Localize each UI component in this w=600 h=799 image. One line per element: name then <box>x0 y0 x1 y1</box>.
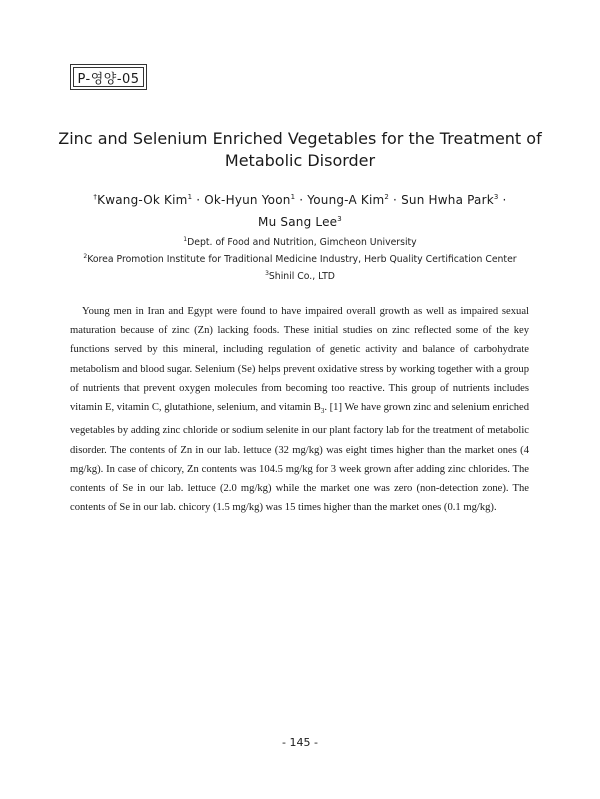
author-affiliation: 1 <box>290 193 296 201</box>
author-name: Ok-Hyun Yoon <box>204 193 291 207</box>
corresponding-mark: † <box>93 193 98 201</box>
affiliation-text: Dept. of Food and Nutrition, Gimcheon University <box>187 237 417 248</box>
author-name: Mu Sang Lee <box>258 215 338 229</box>
session-code-box <box>70 64 147 90</box>
author-line-1 <box>60 188 540 210</box>
author-separator: · <box>192 193 205 207</box>
abstract-text-part-2: . [1] We have grown zinc and selenium enriched vegetables by adding zinc chloride or sodium selenite in our plant factory lab for the treatment of metabolic disorder. The contents of Zn in our lab. lettuce (32 mg/kg) was eight times higher than the market ones (4 mg/kg). In case of chicory, Zn contents was 104.5 mg/kg for 3 week grown after adding zinc chlorides. The contents of Se in our lab. lettuce (2.0 mg/kg) while the market one was zero (non-detection zone). The contents of Se in our lab. chicory (1.5 mg/kg) was 15 times higher than the market ones (0.1 mg/kg). <box>70 402 530 514</box>
author-separator: · <box>389 193 402 207</box>
vitamin-subscript: 3 <box>320 407 325 416</box>
affiliation-number: 2 <box>83 253 88 260</box>
abstract-text-part-1: Young men in Iran and Egypt were found to have impaired overall growth as well as impaired sexual maturation because of zinc (Zn) lacking foods. These initial studies on zinc reflected some of the key functions served by this mineral, including regulation of genetic activity and balance of carbohydrate metabolism and blood sugar. Selenium (Se) helps prevent oxidative stress by working together with a group of nutrients that prevent oxygen molecules from becoming too reactive. This group of nutrients includes vitamin E, vitamin C, glutathione, selenium, and vitamin B <box>70 306 529 414</box>
title-line-1: Zinc and Selenium Enriched Vegetables for the Treatment of <box>58 129 542 148</box>
affiliation-item <box>40 250 560 267</box>
author-separator: · <box>295 193 308 207</box>
author-affiliation: 1 <box>187 193 193 201</box>
affiliation-item <box>40 233 560 250</box>
author-name: Kwang-Ok Kim <box>97 193 188 207</box>
session-code: P-영양-05 <box>77 71 140 87</box>
affiliation-text: Korea Promotion Institute for Traditional Medicine Industry, Herb Quality Certification Center <box>87 254 517 265</box>
author-affiliation: 3 <box>493 193 499 201</box>
author-line-2 <box>60 210 540 232</box>
affiliation-number: 3 <box>265 270 269 277</box>
title-line-2: Metabolic Disorder <box>224 151 376 170</box>
affiliation-list <box>40 233 560 284</box>
page-number: - 145 - <box>282 736 318 749</box>
author-separator: · <box>498 193 507 207</box>
author-name: Sun Hwha Park <box>401 193 494 207</box>
author-affiliation: 2 <box>384 193 390 201</box>
paper-title <box>40 128 560 172</box>
affiliation-number: 1 <box>183 236 188 243</box>
author-affiliation: 3 <box>337 215 342 223</box>
author-name: Young-A Kim <box>307 193 385 207</box>
abstract-paragraph <box>70 302 529 517</box>
author-list <box>60 188 540 232</box>
affiliation-text: Shinil Co., LTD <box>268 271 335 282</box>
affiliation-item <box>40 267 560 284</box>
